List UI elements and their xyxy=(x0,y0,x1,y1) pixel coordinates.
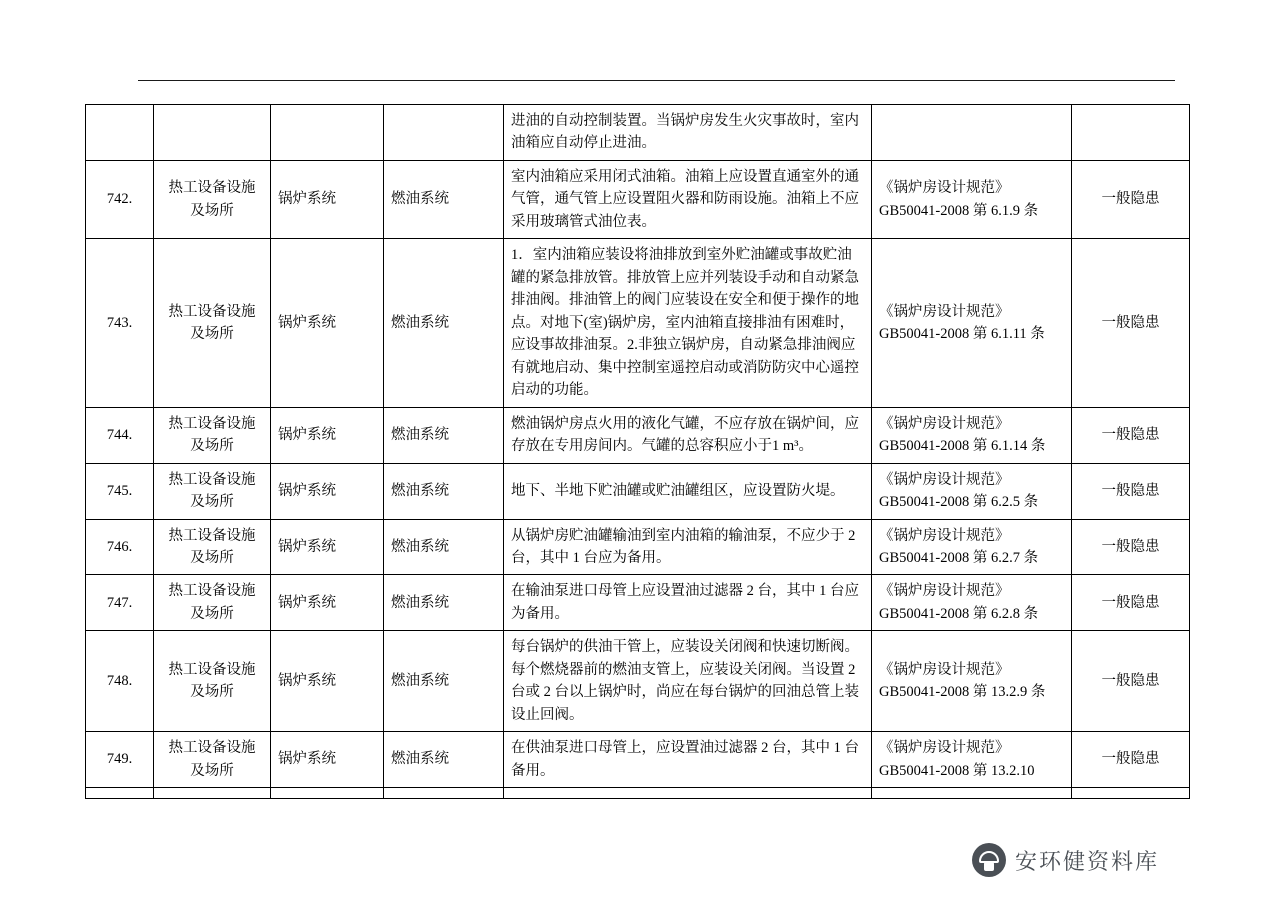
row-category-line2: 及场所 xyxy=(190,202,234,219)
row-description: 从锅炉房贮油罐输油到室内油箱的输油泵，不应少于 2 台，其中 1 台应为备用。 xyxy=(504,519,872,575)
row-category-line1: 热工设备设施 xyxy=(168,527,256,544)
row-description xyxy=(504,788,872,799)
row-category xyxy=(154,575,271,631)
row-reference xyxy=(872,631,1072,732)
row-reference xyxy=(872,160,1072,238)
table-row xyxy=(86,160,1190,238)
row-reference xyxy=(872,732,1072,788)
row-reference xyxy=(872,407,1072,463)
row-description: 室内油箱应采用闭式油箱。油箱上应设置直通室外的通气管，通气管上应设置阻火器和防雨设施。油箱上不应采用玻璃管式油位表。 xyxy=(504,160,872,238)
row-level: 一般隐患 xyxy=(1072,575,1190,631)
row-number: 742. xyxy=(86,160,154,238)
row-reference xyxy=(872,519,1072,575)
row-subsystem xyxy=(384,788,504,799)
row-category-line2: 及场所 xyxy=(190,438,234,455)
row-reference xyxy=(872,575,1072,631)
row-category-line2: 及场所 xyxy=(190,684,234,701)
row-reference xyxy=(872,463,1072,519)
row-reference xyxy=(872,788,1072,799)
row-reference-line1: 《锅炉房设计规范》 xyxy=(879,583,1010,600)
row-category xyxy=(154,407,271,463)
row-reference-line1: 《锅炉房设计规范》 xyxy=(879,661,1010,678)
row-reference-line2: GB50041-2008 第 13.2.9 条 xyxy=(879,684,1046,701)
row-description: 每台锅炉的供油干管上，应装设关闭阀和快速切断阀。每个燃烧器前的燃油支管上，应装设关闭阀。当设置 2 台或 2 台以上锅炉时，尚应在每台锅炉的回油总管上装设止回阀。 xyxy=(504,631,872,732)
row-category-line2: 及场所 xyxy=(190,325,234,342)
row-category xyxy=(154,463,271,519)
row-system xyxy=(271,788,384,799)
row-number xyxy=(86,788,154,799)
row-category-line1: 热工设备设施 xyxy=(168,415,256,432)
row-subsystem: 燃油系统 xyxy=(384,463,504,519)
row-reference-line1: 《锅炉房设计规范》 xyxy=(879,740,1010,757)
row-reference-line1: 《锅炉房设计规范》 xyxy=(879,527,1010,544)
row-subsystem: 燃油系统 xyxy=(384,519,504,575)
header-rule xyxy=(138,80,1175,81)
row-number: 745. xyxy=(86,463,154,519)
row-system: 锅炉系统 xyxy=(271,463,384,519)
table-row xyxy=(86,519,1190,575)
row-reference-line2: GB50041-2008 第 6.2.5 条 xyxy=(879,494,1039,511)
row-level: 一般隐患 xyxy=(1072,160,1190,238)
row-number: 743. xyxy=(86,239,154,407)
row-reference-line2: GB50041-2008 第 6.2.8 条 xyxy=(879,605,1039,622)
row-number: 747. xyxy=(86,575,154,631)
row-reference xyxy=(872,105,1072,161)
row-system: 锅炉系统 xyxy=(271,631,384,732)
row-reference-line2: GB50041-2008 第 6.1.14 条 xyxy=(879,438,1046,455)
row-category xyxy=(154,160,271,238)
row-category-line2: 及场所 xyxy=(190,494,234,511)
row-reference-line1: 《锅炉房设计规范》 xyxy=(879,415,1010,432)
row-category-line2: 及场所 xyxy=(190,605,234,622)
row-description: 在输油泵进口母管上应设置油过滤器 2 台，其中 1 台应为备用。 xyxy=(504,575,872,631)
row-reference-line2: GB50041-2008 第 6.1.11 条 xyxy=(879,325,1045,342)
table-row xyxy=(86,788,1190,799)
row-reference xyxy=(872,239,1072,407)
row-subsystem: 燃油系统 xyxy=(384,575,504,631)
table-row xyxy=(86,105,1190,161)
row-level xyxy=(1072,105,1190,161)
table-row xyxy=(86,463,1190,519)
row-category xyxy=(154,105,271,161)
row-level: 一般隐患 xyxy=(1072,631,1190,732)
row-level: 一般隐患 xyxy=(1072,519,1190,575)
row-number: 748. xyxy=(86,631,154,732)
row-description: 进油的自动控制装置。当锅炉房发生火灾事故时，室内油箱应自动停止进油。 xyxy=(504,105,872,161)
row-subsystem: 燃油系统 xyxy=(384,732,504,788)
row-level: 一般隐患 xyxy=(1072,732,1190,788)
row-system xyxy=(271,105,384,161)
row-reference-line2: GB50041-2008 第 6.1.9 条 xyxy=(879,202,1039,219)
row-category-line1: 热工设备设施 xyxy=(168,303,256,320)
row-subsystem: 燃油系统 xyxy=(384,407,504,463)
table-row xyxy=(86,407,1190,463)
row-number: 744. xyxy=(86,407,154,463)
row-category xyxy=(154,788,271,799)
row-description: 1．室内油箱应装设将油排放到室外贮油罐或事故贮油罐的紧急排放管。排放管上应并列装设手动和自动紧急排油阀。排油管上的阀门应装设在安全和便于操作的地点。对地下(室)锅炉房，室内油箱直接排油有困难时，应设事故排油泵。2.非独立锅炉房，自动紧急排油阀应有就地启动、集中控制室遥控启动或消防防灾中心遥控启动的功能。 xyxy=(504,239,872,407)
row-category-line1: 热工设备设施 xyxy=(168,180,256,197)
row-level: 一般隐患 xyxy=(1072,463,1190,519)
row-system: 锅炉系统 xyxy=(271,239,384,407)
row-category-line2: 及场所 xyxy=(190,762,234,779)
row-system: 锅炉系统 xyxy=(271,407,384,463)
row-level: 一般隐患 xyxy=(1072,407,1190,463)
row-category xyxy=(154,519,271,575)
row-category xyxy=(154,239,271,407)
row-system: 锅炉系统 xyxy=(271,732,384,788)
table-row xyxy=(86,575,1190,631)
wechat-account-logo-icon xyxy=(972,843,1006,877)
hazard-table xyxy=(85,104,1190,799)
row-category-line1: 热工设备设施 xyxy=(168,583,256,600)
row-system: 锅炉系统 xyxy=(271,160,384,238)
row-reference-line2: GB50041-2008 第 6.2.7 条 xyxy=(879,549,1039,566)
row-subsystem xyxy=(384,105,504,161)
row-level: 一般隐患 xyxy=(1072,239,1190,407)
row-level xyxy=(1072,788,1190,799)
table-row xyxy=(86,732,1190,788)
table-row xyxy=(86,239,1190,407)
row-reference-line1: 《锅炉房设计规范》 xyxy=(879,303,1010,320)
row-category-line1: 热工设备设施 xyxy=(168,661,256,678)
row-category-line2: 及场所 xyxy=(190,549,234,566)
row-system: 锅炉系统 xyxy=(271,575,384,631)
row-reference-line2: GB50041-2008 第 13.2.10 xyxy=(879,762,1035,779)
row-description: 在供油泵进口母管上，应设置油过滤器 2 台，其中 1 台备用。 xyxy=(504,732,872,788)
row-category xyxy=(154,732,271,788)
row-category-line1: 热工设备设施 xyxy=(168,471,256,488)
watermark-text: 安环健资料库 xyxy=(1015,848,1160,874)
watermark xyxy=(972,843,1159,877)
row-category xyxy=(154,631,271,732)
row-subsystem: 燃油系统 xyxy=(384,239,504,407)
row-number: 746. xyxy=(86,519,154,575)
row-category-line1: 热工设备设施 xyxy=(168,740,256,757)
table-row xyxy=(86,631,1190,732)
row-reference-line1: 《锅炉房设计规范》 xyxy=(879,180,1010,197)
row-description: 地下、半地下贮油罐或贮油罐组区，应设置防火堤。 xyxy=(504,463,872,519)
row-subsystem: 燃油系统 xyxy=(384,160,504,238)
table-container xyxy=(85,104,1189,799)
row-reference-line1: 《锅炉房设计规范》 xyxy=(879,471,1010,488)
row-number: 749. xyxy=(86,732,154,788)
row-description: 燃油锅炉房点火用的液化气罐，不应存放在锅炉间，应存放在专用房间内。气罐的总容积应小于1 m³。 xyxy=(504,407,872,463)
row-subsystem: 燃油系统 xyxy=(384,631,504,732)
row-system: 锅炉系统 xyxy=(271,519,384,575)
row-number xyxy=(86,105,154,161)
